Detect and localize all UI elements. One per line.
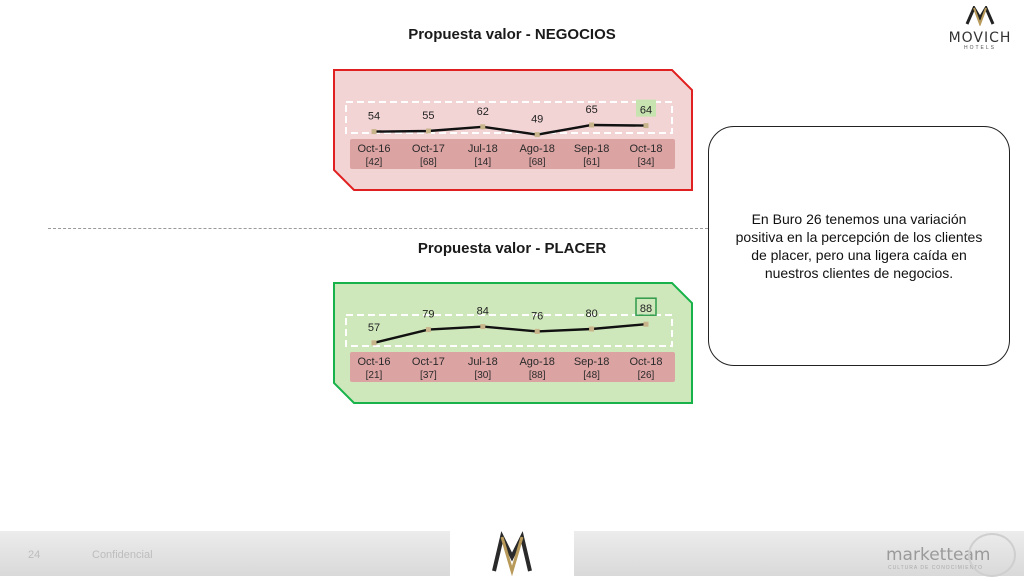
sample-size-placer: [37]	[420, 370, 437, 381]
logo-word: MOVICH	[948, 30, 1012, 46]
data-point-placer	[535, 329, 540, 334]
sample-size-placer: [21]	[365, 370, 383, 381]
sample-size-placer: [30]	[474, 370, 492, 381]
data-label-placer: 88	[639, 303, 653, 316]
sample-size-negocios: [14]	[474, 157, 492, 168]
data-point-placer	[480, 324, 485, 329]
category-label-negocios: Sep-18	[573, 143, 610, 155]
category-label-placer: Jul-18	[467, 356, 498, 368]
data-point-placer	[372, 340, 377, 345]
sample-size-placer: [26]	[637, 370, 655, 381]
logo-sub: HOTELS	[963, 45, 996, 51]
footer-emblem-icon	[968, 533, 1016, 577]
sample-size-negocios: [34]	[637, 157, 655, 168]
sample-size-negocios: [42]	[365, 157, 383, 168]
sample-size-placer: [88]	[528, 370, 546, 381]
data-label-placer: 57	[367, 321, 381, 334]
data-label-negocios: 64	[639, 104, 653, 117]
category-label-negocios: Jul-18	[467, 143, 498, 155]
data-label-placer: 84	[476, 305, 489, 318]
data-label-negocios: 49	[531, 113, 544, 126]
sample-size-negocios: [61]	[583, 157, 600, 168]
logo-mark-icon	[965, 6, 995, 26]
footer-tagline: CULTURA DE CONOCIMIENTO	[888, 565, 984, 571]
data-point-placer	[644, 322, 649, 327]
data-label-negocios: 65	[585, 104, 598, 116]
data-label-negocios: 55	[422, 110, 435, 122]
data-point-placer	[426, 327, 431, 332]
category-label-negocios: Oct-18	[629, 143, 663, 155]
data-label-negocios: 62	[476, 105, 489, 118]
panel-frame-placer	[334, 283, 692, 403]
page-number: 24	[28, 549, 41, 561]
data-point-placer	[589, 327, 594, 332]
footer-logo-icon	[450, 531, 574, 576]
category-label-negocios: Ago-18	[519, 143, 555, 155]
movich-logo	[942, 6, 1018, 51]
data-label-placer: 79	[422, 308, 435, 321]
callout-text: En Buro 26 tenemos una variación positiva en la percepción de los clientes de placer, pero una ligera caída en nuestros clientes de negocios.	[735, 211, 983, 281]
category-label-placer: Sep-18	[573, 356, 610, 368]
category-label-negocios: Oct-17	[411, 143, 445, 155]
category-label-placer: Ago-18	[519, 356, 555, 368]
footer-bar	[0, 531, 1024, 576]
category-label-placer: Oct-17	[411, 356, 445, 368]
chart-title-placer: Propuesta valor - PLACER	[417, 240, 607, 257]
footer-logo-area	[450, 531, 574, 576]
confidential-label: Confidencial	[92, 549, 153, 561]
sample-size-placer: [48]	[583, 370, 600, 381]
chart-title-negocios: Propuesta valor - NEGOCIOS	[408, 26, 616, 43]
category-label-placer: Oct-18	[629, 356, 663, 368]
sample-size-negocios: [68]	[528, 157, 546, 168]
footer-brand: marketteam	[886, 545, 991, 565]
category-label-negocios: Oct-16	[357, 143, 391, 155]
callout-box	[708, 126, 1010, 366]
data-label-negocios: 54	[367, 110, 381, 123]
category-label-placer: Oct-16	[357, 356, 391, 368]
data-label-placer: 80	[585, 308, 598, 320]
data-label-placer: 76	[531, 310, 544, 323]
sample-size-negocios: [68]	[420, 157, 437, 168]
category-bar-placer	[350, 352, 675, 382]
